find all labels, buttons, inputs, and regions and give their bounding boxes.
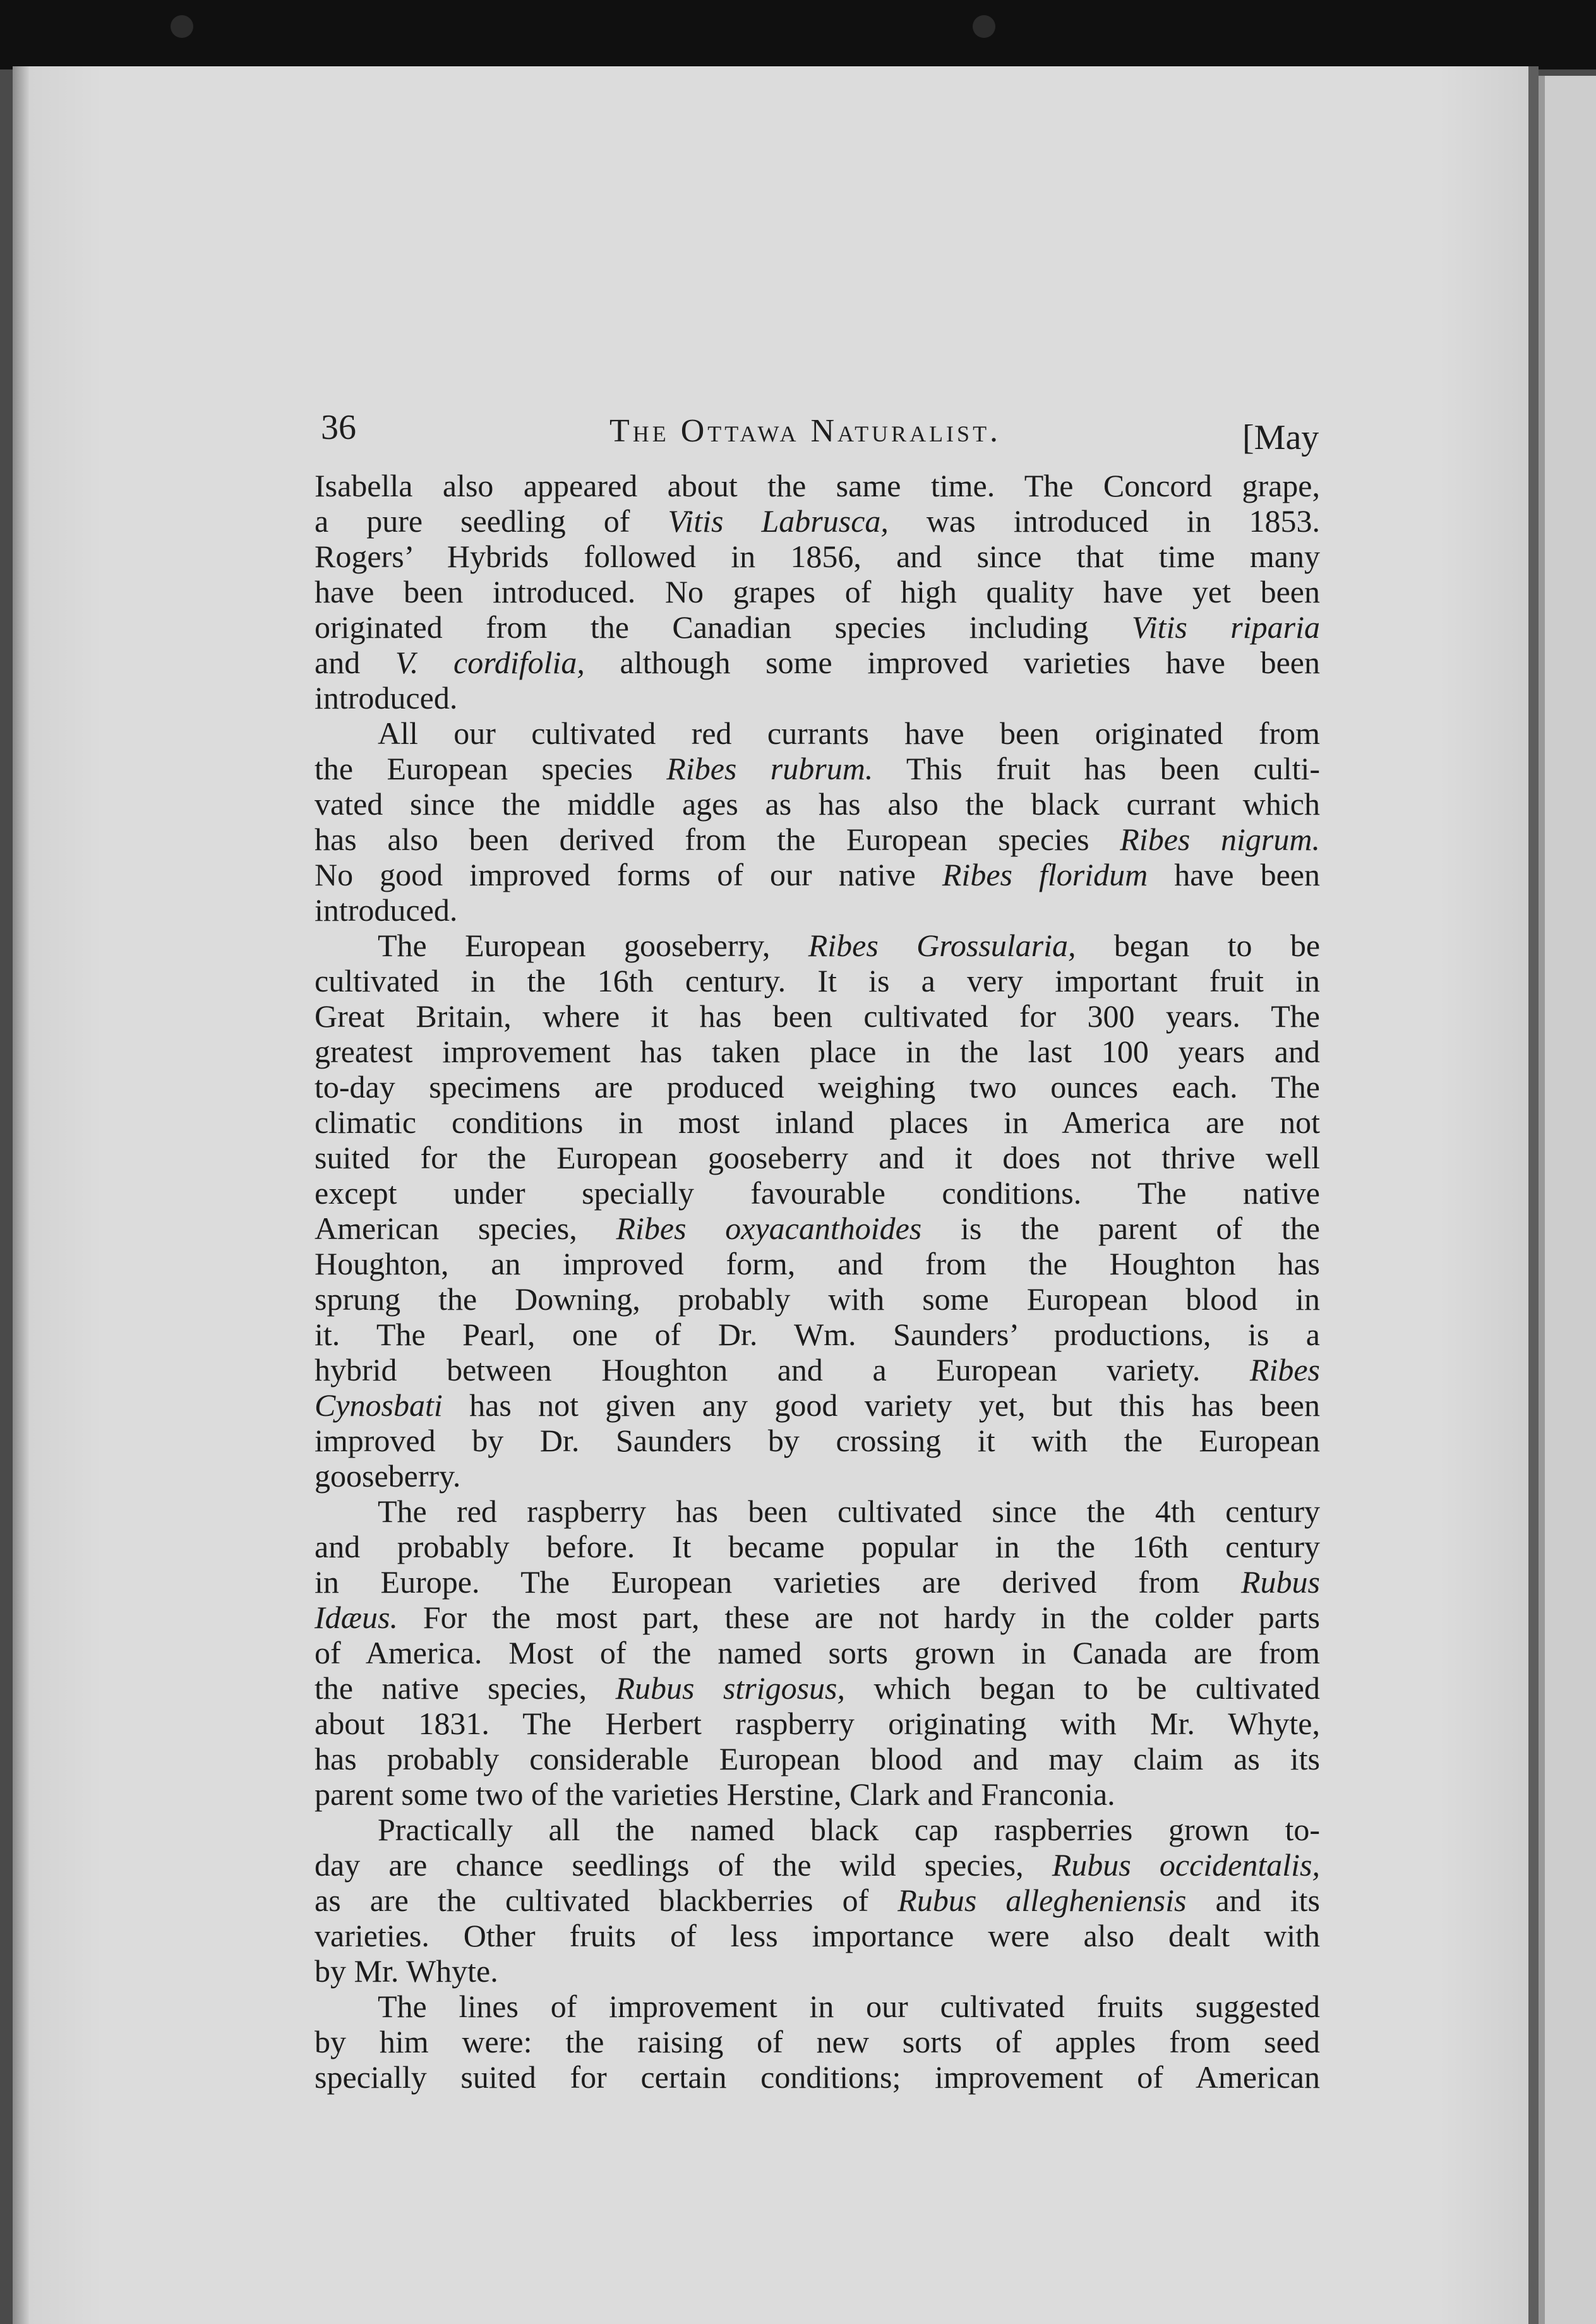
text-line (315, 1776, 1320, 1812)
text-run: parent some two of the varieties Herstine, Clark and Franconia. (315, 1776, 1115, 1812)
running-month: [May (1242, 418, 1319, 457)
text-line (315, 609, 1320, 645)
text-run: as are the cultivated blackberries of (315, 1883, 898, 1918)
text-run: The red raspberry has been cultivated since the 4th century (378, 1494, 1320, 1529)
text-run: although some improved varieties have been (584, 645, 1320, 680)
text-line (315, 645, 1320, 680)
italic-species-name: Ribes rubrum. (666, 751, 873, 786)
text-line (315, 1140, 1320, 1175)
italic-species-name: Rubus (1241, 1564, 1320, 1600)
text-run: vated since the middle ages as has also the black currant which (315, 786, 1320, 822)
text-line (315, 1352, 1320, 1387)
text-run: has also been derived from the European species (315, 822, 1120, 857)
text-run: varieties. Other fruits of less importance were also dealt with (315, 1918, 1320, 1953)
italic-species-name: Rubus occidentalis, (1052, 1847, 1320, 1883)
text-run: and (315, 645, 395, 680)
text-line (315, 1175, 1320, 1211)
text-run: day are chance seedlings of the wild species, (315, 1847, 1052, 1883)
adjacent-page-edge (1539, 76, 1596, 2324)
text-run: except under specially favourable conditions. The native (315, 1175, 1320, 1211)
text-run: by Mr. Whyte. (315, 1953, 498, 1989)
italic-species-name: Idæus. (315, 1600, 398, 1635)
text-line (315, 786, 1320, 822)
text-run: about 1831. The Herbert raspberry originating with Mr. Whyte, (315, 1706, 1320, 1741)
text-run: in Europe. The European varieties are derived from (315, 1564, 1241, 1600)
text-run: to-day specimens are produced weighing two ounces each. The (315, 1069, 1320, 1105)
text-run: the native species, (315, 1670, 616, 1706)
text-line (315, 1246, 1320, 1281)
text-line (315, 1741, 1320, 1776)
text-run: improved by Dr. Saunders by crossing it with the European (315, 1423, 1320, 1458)
text-run: All our cultivated red currants have been originated from (378, 716, 1320, 751)
italic-species-name: Rubus strigosus, (615, 1670, 846, 1706)
text-run: No good improved forms of our native (315, 857, 942, 892)
text-run: introduced. (315, 680, 458, 716)
text-run: has probably considerable European blood and may claim as its (315, 1741, 1320, 1776)
italic-species-name: Ribes Grossularia, (808, 928, 1076, 963)
text-line (315, 822, 1320, 857)
text-line (315, 1883, 1320, 1918)
text-run: For the most part, these are not hardy in the colder parts (397, 1600, 1320, 1635)
italic-species-name: Vitis riparia (1131, 609, 1320, 645)
text-line (315, 1706, 1320, 1741)
text-run: was introduced in 1853. (888, 503, 1321, 539)
text-line (315, 1069, 1320, 1105)
text-run: greatest improvement has taken place in the last 100 years and (315, 1034, 1320, 1069)
text-line (315, 680, 1320, 716)
text-line (315, 1600, 1320, 1635)
text-run: gooseberry. (315, 1458, 461, 1494)
film-hole (973, 15, 995, 38)
text-run: have been (1148, 857, 1321, 892)
text-run: of America. Most of the named sorts grown in Canada are from (315, 1635, 1320, 1670)
text-line (315, 1317, 1320, 1352)
text-run: by him were: the raising of new sorts of apples from seed (315, 2024, 1320, 2059)
text-line (315, 574, 1320, 609)
text-run: began to be (1076, 928, 1321, 963)
text-line (315, 1458, 1320, 1494)
text-line (315, 1529, 1320, 1564)
page-number: 36 (321, 408, 356, 447)
text-line (315, 1387, 1320, 1423)
scanned-page (13, 66, 1528, 2324)
book-gutter (1528, 66, 1539, 2324)
text-run: specially suited for certain conditions; improvement of American (315, 2059, 1320, 2095)
text-line (315, 1105, 1320, 1140)
text-run: hybrid between Houghton and a European variety. (315, 1352, 1250, 1387)
text-run: and its (1186, 1883, 1321, 1918)
body-text (315, 468, 1320, 2095)
text-line (315, 2024, 1320, 2059)
running-title: The Ottawa Naturalist. (609, 413, 1002, 449)
text-line (315, 1494, 1320, 1529)
film-top-band (0, 0, 1596, 69)
text-line (315, 1211, 1320, 1246)
text-line (315, 1989, 1320, 2024)
text-run: Isabella also appeared about the same time. The Concord grape, (315, 468, 1320, 503)
italic-species-name: Ribes (1249, 1352, 1320, 1387)
text-line (315, 1034, 1320, 1069)
text-line (315, 892, 1320, 928)
text-run: and probably before. It became popular in the 16th century (315, 1529, 1320, 1564)
text-line (315, 1281, 1320, 1317)
text-run: suited for the European gooseberry and it does not thrive well (315, 1140, 1320, 1175)
italic-species-name: Ribes nigrum. (1120, 822, 1320, 857)
text-line (315, 716, 1320, 751)
text-line (315, 1423, 1320, 1458)
italic-species-name: Ribes oxyacanthoides (616, 1211, 922, 1246)
text-line (315, 1953, 1320, 1989)
italic-species-name: Cynosbati (315, 1387, 443, 1423)
text-run: is the parent of the (921, 1211, 1320, 1246)
text-run: the European species (315, 751, 667, 786)
text-line (315, 998, 1320, 1034)
text-line (315, 751, 1320, 786)
text-run: has not given any good variety yet, but this has been (442, 1387, 1320, 1423)
text-line (315, 539, 1320, 574)
text-run: a pure seedling of (315, 503, 668, 539)
italic-species-name: Rubus allegheniensis (897, 1883, 1187, 1918)
text-line (315, 857, 1320, 892)
page-header (13, 401, 1528, 458)
text-run: it. The Pearl, one of Dr. Wm. Saunders’ productions, is a (315, 1317, 1320, 1352)
text-run: which began to be cultivated (845, 1670, 1320, 1706)
text-line (315, 928, 1320, 963)
text-line (315, 2059, 1320, 2095)
text-run: The European gooseberry, (378, 928, 808, 963)
text-line (315, 468, 1320, 503)
italic-species-name: Ribes floridum (942, 857, 1148, 892)
text-line (315, 1670, 1320, 1706)
text-run: Practically all the named black cap raspberries grown to- (378, 1812, 1320, 1847)
film-hole (171, 15, 193, 38)
text-run: American species, (315, 1211, 616, 1246)
text-run: have been introduced. No grapes of high quality have yet been (315, 574, 1320, 609)
text-line (315, 963, 1320, 998)
italic-species-name: V. cordifolia, (395, 645, 585, 680)
text-run: originated from the Canadian species including (315, 609, 1132, 645)
text-line (315, 1635, 1320, 1670)
text-run: sprung the Downing, probably with some European blood in (315, 1281, 1320, 1317)
text-run: Houghton, an improved form, and from the Houghton has (315, 1246, 1320, 1281)
text-run: The lines of improvement in our cultivated fruits suggested (378, 1989, 1320, 2024)
text-run: This fruit has been culti- (873, 751, 1321, 786)
text-run: cultivated in the 16th century. It is a very important fruit in (315, 963, 1320, 998)
text-run: introduced. (315, 892, 458, 928)
text-line (315, 1847, 1320, 1883)
text-line (315, 1918, 1320, 1953)
text-line (315, 1564, 1320, 1600)
italic-species-name: Vitis Labrusca, (668, 503, 889, 539)
text-line (315, 1812, 1320, 1847)
text-run: climatic conditions in most inland places in America are not (315, 1105, 1320, 1140)
text-run: Rogers’ Hybrids followed in 1856, and since that time many (315, 539, 1320, 574)
text-run: Great Britain, where it has been cultivated for 300 years. The (315, 998, 1320, 1034)
text-line (315, 503, 1320, 539)
